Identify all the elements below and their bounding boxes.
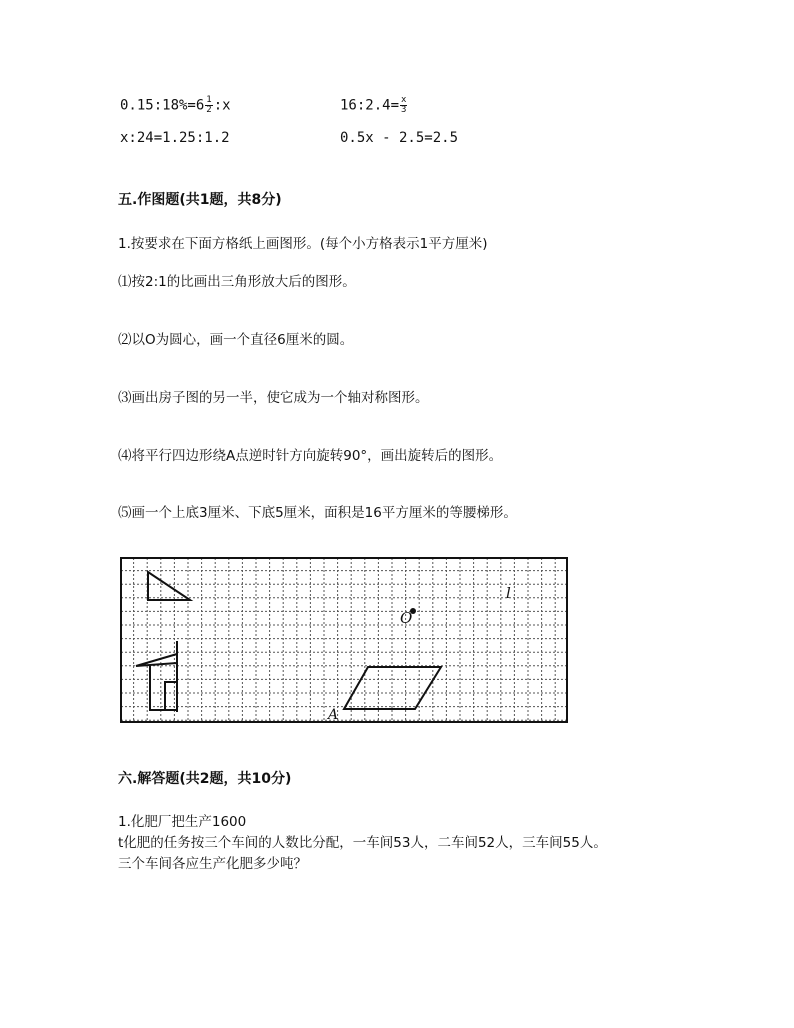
label-o: O [400,609,413,627]
fraction: $\frac{1}{2}$ [206,95,212,115]
house-door [165,682,177,710]
item-2: ⑵以O为圆心，画一个直径6厘米的圆。 [118,332,354,348]
question-6-line-2: t化肥的任务按三个车间的人数比分配，一车间53人，二车间52人，三车间55人。 [118,835,607,851]
question-6-line-3: 三个车间各应生产化肥多少吨？ [118,856,307,872]
fraction: $\frac{x}{3}$ [401,95,407,115]
house-wall [150,666,177,710]
label-a: A [328,707,339,723]
section-5-title: 五.作图题(共1题，共8分) [118,192,282,208]
equation-2: 16:2.4= $\frac{x}{3}$ [340,95,407,115]
section-6-title: 六.解答题(共2题，共10分) [118,771,292,787]
item-3: ⑶画出房子图的另一半，使它成为一个轴对称图形。 [118,390,429,406]
question-6-line-1: 1.化肥厂把生产1600 [118,814,247,830]
triangle-shape [148,572,190,600]
label-l: l [506,584,511,602]
house-roof [136,654,177,666]
question-1: 1.按要求在下面方格纸上画图形。(每个小方格表示1平方厘米) [118,236,488,252]
equation-1: 0.15:18%=6 $\frac{1}{2}$ :x [120,95,231,115]
item-4: ⑷将平行四边形绕A点逆时针方向旋转90°，画出旋转后的图形。 [118,448,503,464]
grid-figure [120,557,568,723]
equation-4: 0.5x - 2.5=2.5 [340,130,459,146]
grid-lines [121,558,567,722]
equation-3: x:24=1.25:1.2 [120,130,230,146]
item-5: ⑸画一个上底3厘米、下底5厘米，面积是16平方厘米的等腰梯形。 [118,505,517,521]
item-1: ⑴按2:1的比画出三角形放大后的图形。 [118,274,356,290]
